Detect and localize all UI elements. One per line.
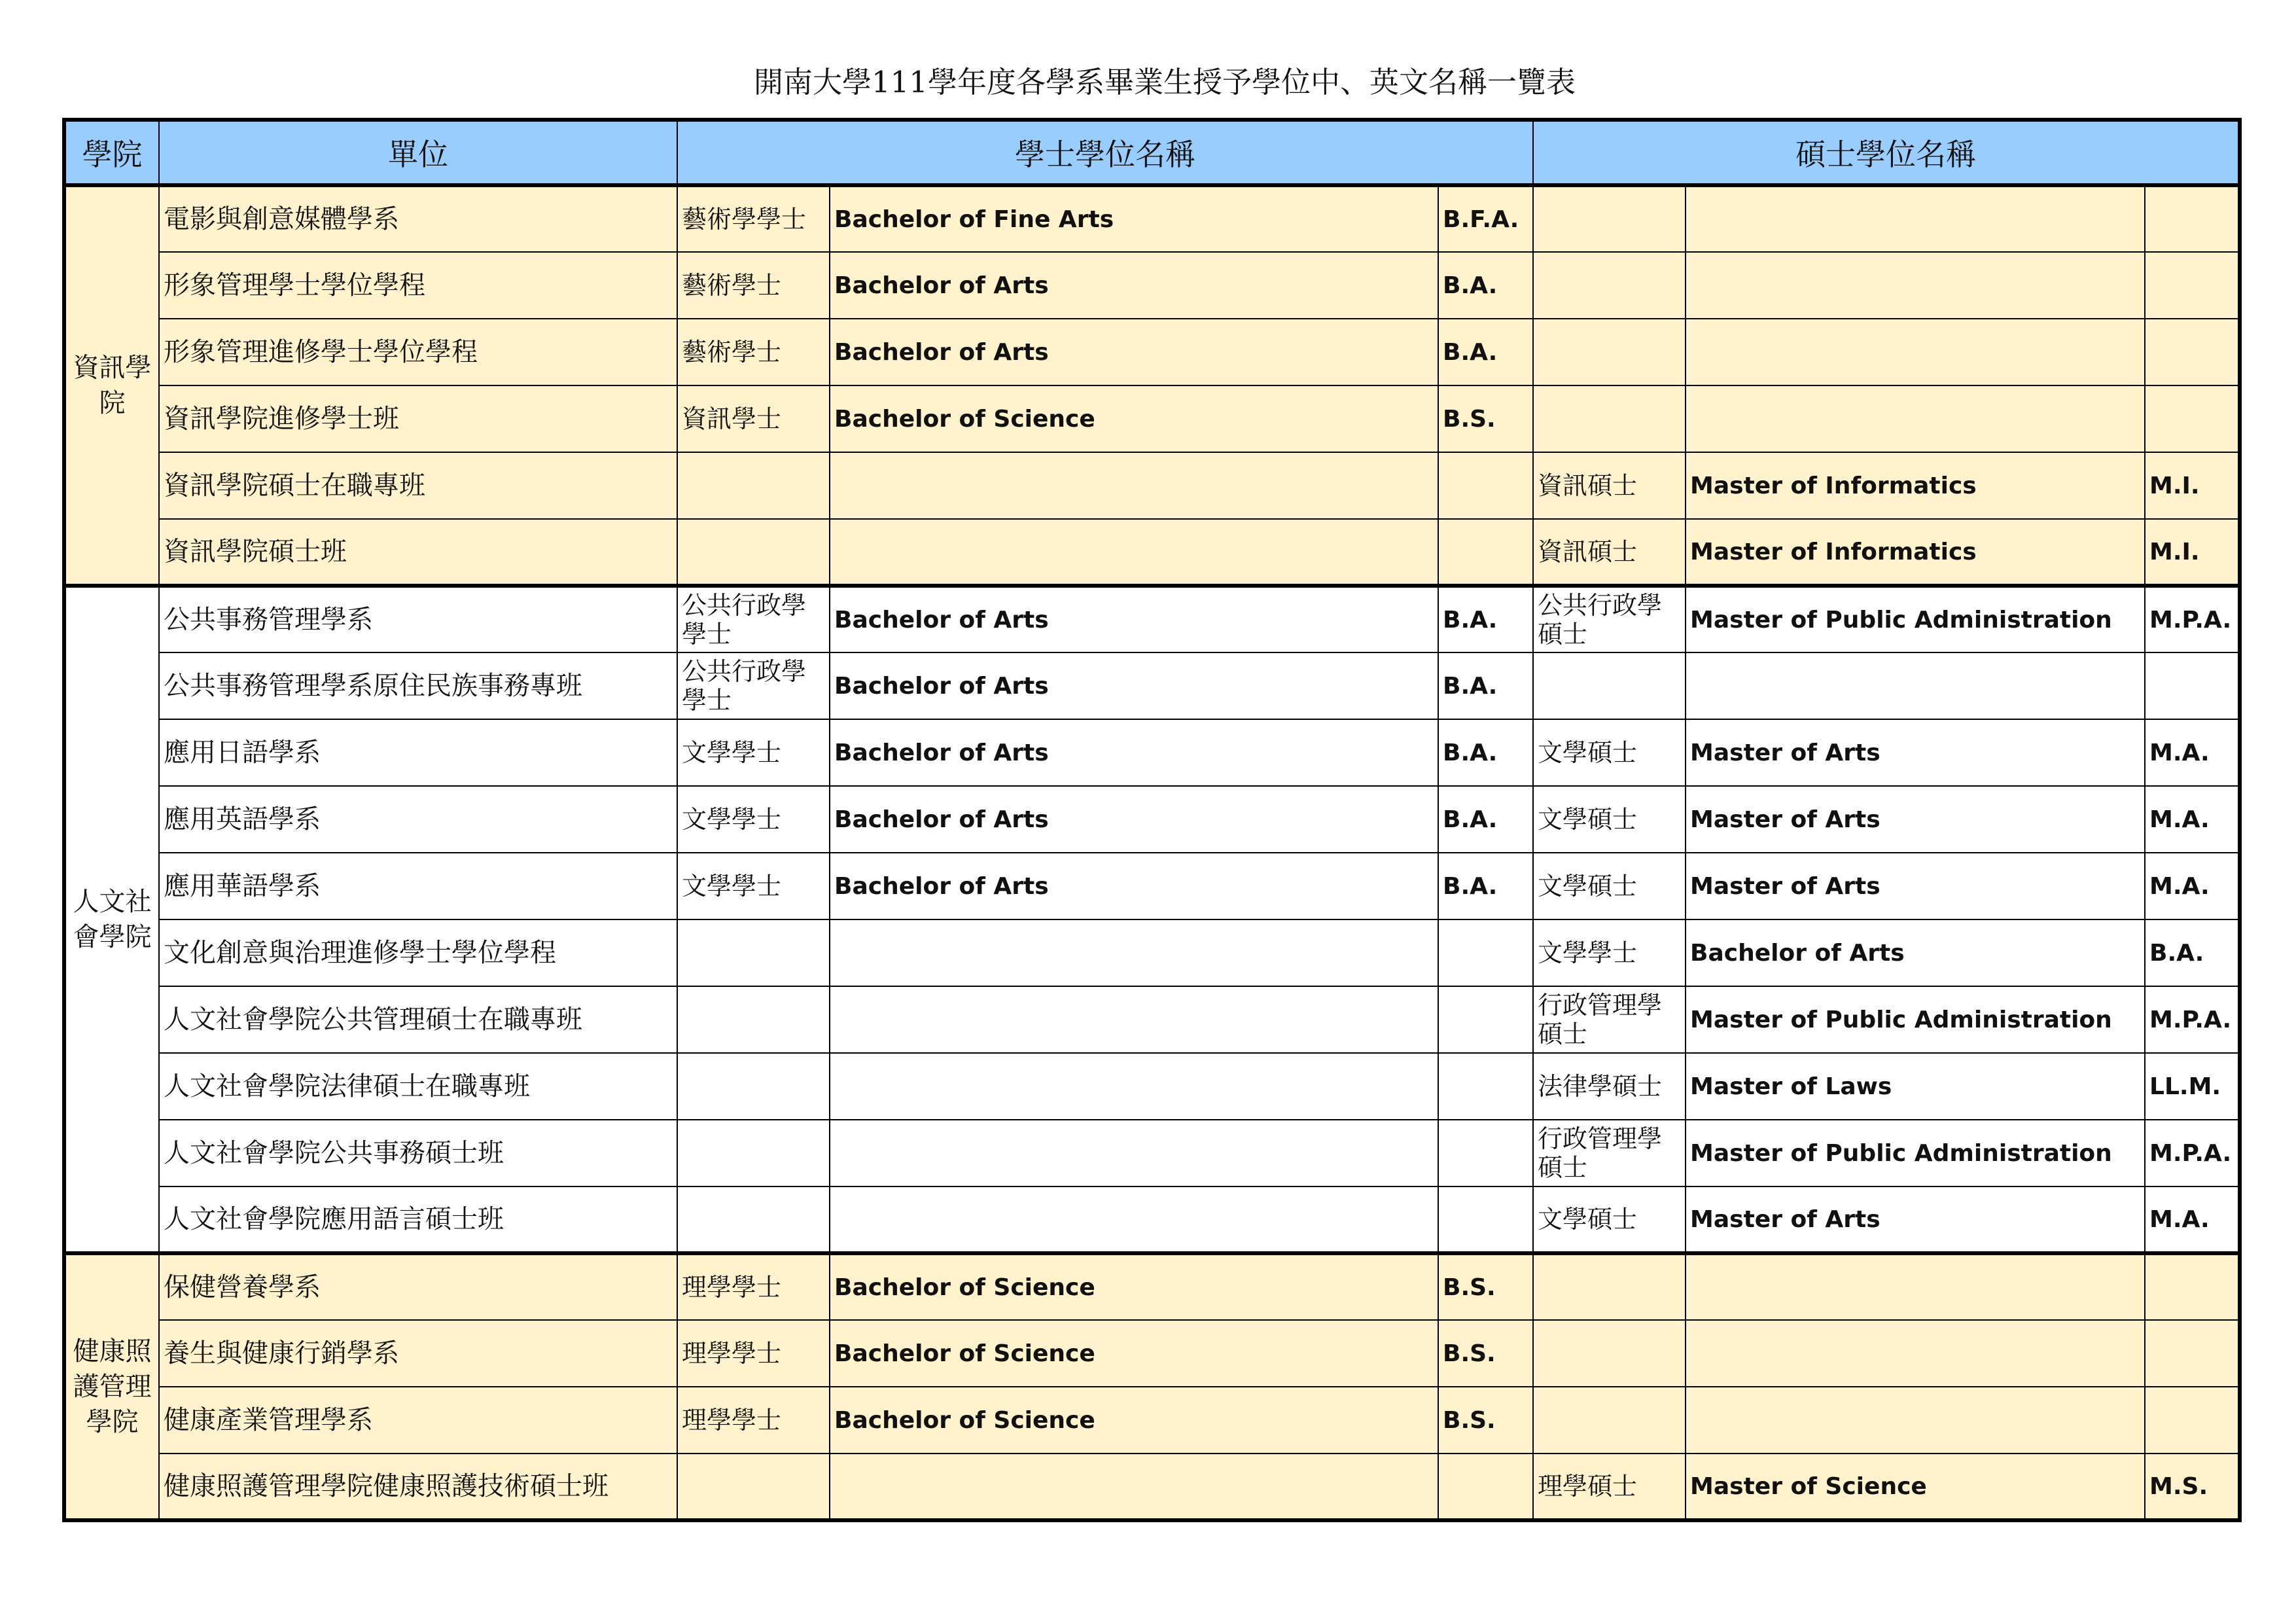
unit-cell: 形象管理學士學位學程 [159, 252, 677, 319]
master-zh-cell [1533, 385, 1686, 452]
unit-cell: 應用英語學系 [159, 786, 677, 853]
master-zh-cell [1533, 1253, 1686, 1320]
master-en-cell: Master of Arts [1686, 853, 2145, 919]
unit-cell: 電影與創意媒體學系 [159, 185, 677, 252]
master-abbr-cell [2145, 1387, 2240, 1454]
bachelor-abbr-cell [1438, 1053, 1533, 1120]
unit-cell: 健康產業管理學系 [159, 1387, 677, 1454]
header-master: 碩士學位名稱 [1533, 120, 2240, 185]
table-row [64, 452, 2240, 519]
unit-cell: 資訊學院進修學士班 [159, 385, 677, 452]
master-en-cell: Master of Informatics [1686, 519, 2145, 586]
table-row [64, 1186, 2240, 1253]
unit-cell: 應用日語學系 [159, 719, 677, 786]
unit-cell: 人文社會學院法律碩士在職專班 [159, 1053, 677, 1120]
header-unit: 單位 [159, 120, 677, 185]
bachelor-en-cell [830, 1053, 1438, 1120]
bachelor-zh-cell: 藝術學士 [677, 252, 830, 319]
bachelor-en-cell: Bachelor of Science [830, 385, 1438, 452]
master-en-cell [1686, 1253, 2145, 1320]
master-en-cell: Master of Public Administration [1686, 586, 2145, 652]
bachelor-zh-cell: 公共行政學學士 [677, 652, 830, 719]
master-zh-cell: 理學碩士 [1533, 1454, 1686, 1520]
table-row [64, 1320, 2240, 1387]
table-row [64, 786, 2240, 853]
unit-cell: 形象管理進修學士學位學程 [159, 319, 677, 385]
table-body [64, 185, 2240, 1520]
unit-cell: 養生與健康行銷學系 [159, 1320, 677, 1387]
bachelor-abbr-cell: B.A. [1438, 652, 1533, 719]
master-zh-cell: 行政管理學碩士 [1533, 1120, 1686, 1186]
master-abbr-cell [2145, 1320, 2240, 1387]
bachelor-zh-cell: 文學學士 [677, 786, 830, 853]
bachelor-abbr-cell [1438, 919, 1533, 986]
master-abbr-cell [2145, 1253, 2240, 1320]
master-en-cell: Master of Public Administration [1686, 986, 2145, 1053]
master-abbr-cell: M.A. [2145, 853, 2240, 919]
table-row [64, 586, 2240, 652]
master-zh-cell: 文學碩士 [1533, 853, 1686, 919]
bachelor-abbr-cell: B.A. [1438, 586, 1533, 652]
bachelor-abbr-cell: B.F.A. [1438, 185, 1533, 252]
bachelor-zh-cell: 文學學士 [677, 719, 830, 786]
master-abbr-cell: M.P.A. [2145, 1120, 2240, 1186]
bachelor-zh-cell [677, 986, 830, 1053]
college-cell [64, 185, 159, 586]
master-abbr-cell: M.A. [2145, 719, 2240, 786]
bachelor-zh-cell [677, 519, 830, 586]
bachelor-zh-cell [677, 1454, 830, 1520]
bachelor-en-cell [830, 452, 1438, 519]
unit-cell: 健康照護管理學院健康照護技術碩士班 [159, 1454, 677, 1520]
college-name: 健康照護管理學院 [73, 1336, 152, 1437]
unit-cell: 人文社會學院公共管理碩士在職專班 [159, 986, 677, 1053]
table-row [64, 1120, 2240, 1186]
unit-cell: 應用華語學系 [159, 853, 677, 919]
bachelor-en-cell [830, 919, 1438, 986]
bachelor-abbr-cell [1438, 1186, 1533, 1253]
master-zh-cell [1533, 185, 1686, 252]
master-en-cell [1686, 652, 2145, 719]
bachelor-zh-cell: 文學學士 [677, 853, 830, 919]
page-title: 開南大學111學年度各學系畢業生授予學位中、英文名稱一覽表 [754, 65, 1576, 99]
master-abbr-cell: M.A. [2145, 786, 2240, 853]
bachelor-en-cell [830, 1120, 1438, 1186]
master-zh-cell: 文學碩士 [1533, 719, 1686, 786]
table-row [64, 919, 2240, 986]
bachelor-en-cell: Bachelor of Fine Arts [830, 185, 1438, 252]
bachelor-abbr-cell: B.A. [1438, 719, 1533, 786]
unit-cell: 公共事務管理學系原住民族事務專班 [159, 652, 677, 719]
college-name: 資訊學院 [73, 353, 152, 418]
header-college: 學院 [64, 120, 159, 185]
bachelor-abbr-cell: B.S. [1438, 1320, 1533, 1387]
bachelor-abbr-cell: B.A. [1438, 252, 1533, 319]
table-row [64, 986, 2240, 1053]
master-en-cell: Master of Arts [1686, 719, 2145, 786]
table-row [64, 1387, 2240, 1454]
table-header-row [64, 120, 2240, 185]
bachelor-abbr-cell [1438, 452, 1533, 519]
college-cell [64, 586, 159, 1253]
master-zh-cell [1533, 1320, 1686, 1387]
master-en-cell: Master of Arts [1686, 1186, 2145, 1253]
master-zh-cell: 公共行政學碩士 [1533, 586, 1686, 652]
master-abbr-cell: LL.M. [2145, 1053, 2240, 1120]
bachelor-en-cell: Bachelor of Arts [830, 252, 1438, 319]
master-zh-cell: 文學學士 [1533, 919, 1686, 986]
master-abbr-cell: M.A. [2145, 1186, 2240, 1253]
bachelor-en-cell: Bachelor of Arts [830, 319, 1438, 385]
bachelor-abbr-cell: B.A. [1438, 786, 1533, 853]
master-abbr-cell: M.P.A. [2145, 986, 2240, 1053]
unit-cell: 公共事務管理學系 [159, 586, 677, 652]
master-abbr-cell: M.S. [2145, 1454, 2240, 1520]
master-zh-cell: 法律學碩士 [1533, 1053, 1686, 1120]
college-cell [64, 1253, 159, 1520]
master-en-cell: Master of Laws [1686, 1053, 2145, 1120]
bachelor-abbr-cell [1438, 1454, 1533, 1520]
master-zh-cell [1533, 1387, 1686, 1454]
bachelor-en-cell [830, 1454, 1438, 1520]
master-en-cell [1686, 319, 2145, 385]
bachelor-zh-cell: 藝術學士 [677, 319, 830, 385]
master-zh-cell [1533, 252, 1686, 319]
bachelor-zh-cell: 理學學士 [677, 1253, 830, 1320]
bachelor-abbr-cell: B.A. [1438, 853, 1533, 919]
bachelor-abbr-cell: B.S. [1438, 1387, 1533, 1454]
bachelor-zh-cell [677, 1186, 830, 1253]
master-abbr-cell: M.I. [2145, 519, 2240, 586]
unit-cell: 人文社會學院應用語言碩士班 [159, 1186, 677, 1253]
table-row [64, 719, 2240, 786]
table-row [64, 385, 2240, 452]
master-zh-cell [1533, 652, 1686, 719]
master-en-cell [1686, 252, 2145, 319]
master-zh-cell: 資訊碩士 [1533, 452, 1686, 519]
bachelor-abbr-cell: B.S. [1438, 1253, 1533, 1320]
unit-cell: 保健營養學系 [159, 1253, 677, 1320]
master-abbr-cell: M.I. [2145, 452, 2240, 519]
table-row [64, 652, 2240, 719]
bachelor-zh-cell: 資訊學士 [677, 385, 830, 452]
master-abbr-cell [2145, 319, 2240, 385]
master-en-cell: Master of Public Administration [1686, 1120, 2145, 1186]
bachelor-abbr-cell: B.S. [1438, 385, 1533, 452]
master-en-cell: Bachelor of Arts [1686, 919, 2145, 986]
master-en-cell [1686, 1320, 2145, 1387]
master-abbr-cell [2145, 252, 2240, 319]
bachelor-abbr-cell [1438, 1120, 1533, 1186]
master-zh-cell: 文學碩士 [1533, 786, 1686, 853]
table-row [64, 319, 2240, 385]
table-row [64, 252, 2240, 319]
bachelor-zh-cell: 理學學士 [677, 1320, 830, 1387]
master-zh-cell [1533, 319, 1686, 385]
bachelor-en-cell [830, 519, 1438, 586]
master-abbr-cell [2145, 185, 2240, 252]
table-row [64, 1253, 2240, 1320]
table-row [64, 853, 2240, 919]
table-row [64, 1053, 2240, 1120]
bachelor-abbr-cell: B.A. [1438, 319, 1533, 385]
bachelor-en-cell: Bachelor of Arts [830, 586, 1438, 652]
header-bachelor: 學士學位名稱 [677, 120, 1533, 185]
degree-table [62, 118, 2242, 1522]
master-zh-cell: 資訊碩士 [1533, 519, 1686, 586]
master-en-cell: Master of Informatics [1686, 452, 2145, 519]
bachelor-en-cell [830, 986, 1438, 1053]
table-row [64, 185, 2240, 252]
unit-cell: 資訊學院碩士在職專班 [159, 452, 677, 519]
bachelor-abbr-cell [1438, 519, 1533, 586]
bachelor-en-cell [830, 1186, 1438, 1253]
master-zh-cell: 行政管理學碩士 [1533, 986, 1686, 1053]
bachelor-en-cell: Bachelor of Arts [830, 719, 1438, 786]
bachelor-zh-cell [677, 1120, 830, 1186]
master-abbr-cell: B.A. [2145, 919, 2240, 986]
bachelor-en-cell: Bachelor of Science [830, 1320, 1438, 1387]
unit-cell: 人文社會學院公共事務碩士班 [159, 1120, 677, 1186]
bachelor-zh-cell [677, 1053, 830, 1120]
master-abbr-cell [2145, 385, 2240, 452]
table-row [64, 1454, 2240, 1520]
master-en-cell: Master of Arts [1686, 786, 2145, 853]
master-en-cell [1686, 385, 2145, 452]
college-name: 人文社會學院 [73, 887, 152, 952]
master-en-cell [1686, 1387, 2145, 1454]
bachelor-zh-cell [677, 919, 830, 986]
bachelor-zh-cell: 藝術學學士 [677, 185, 830, 252]
master-en-cell [1686, 185, 2145, 252]
master-abbr-cell [2145, 652, 2240, 719]
master-abbr-cell: M.P.A. [2145, 586, 2240, 652]
bachelor-en-cell: Bachelor of Arts [830, 853, 1438, 919]
bachelor-en-cell: Bachelor of Science [830, 1387, 1438, 1454]
bachelor-zh-cell: 公共行政學學士 [677, 586, 830, 652]
master-zh-cell: 文學碩士 [1533, 1186, 1686, 1253]
bachelor-zh-cell [677, 452, 830, 519]
unit-cell: 文化創意與治理進修學士學位學程 [159, 919, 677, 986]
bachelor-abbr-cell [1438, 986, 1533, 1053]
unit-cell: 資訊學院碩士班 [159, 519, 677, 586]
bachelor-en-cell: Bachelor of Science [830, 1253, 1438, 1320]
bachelor-en-cell: Bachelor of Arts [830, 652, 1438, 719]
bachelor-zh-cell: 理學學士 [677, 1387, 830, 1454]
bachelor-en-cell: Bachelor of Arts [830, 786, 1438, 853]
master-en-cell: Master of Science [1686, 1454, 2145, 1520]
table-row [64, 519, 2240, 586]
